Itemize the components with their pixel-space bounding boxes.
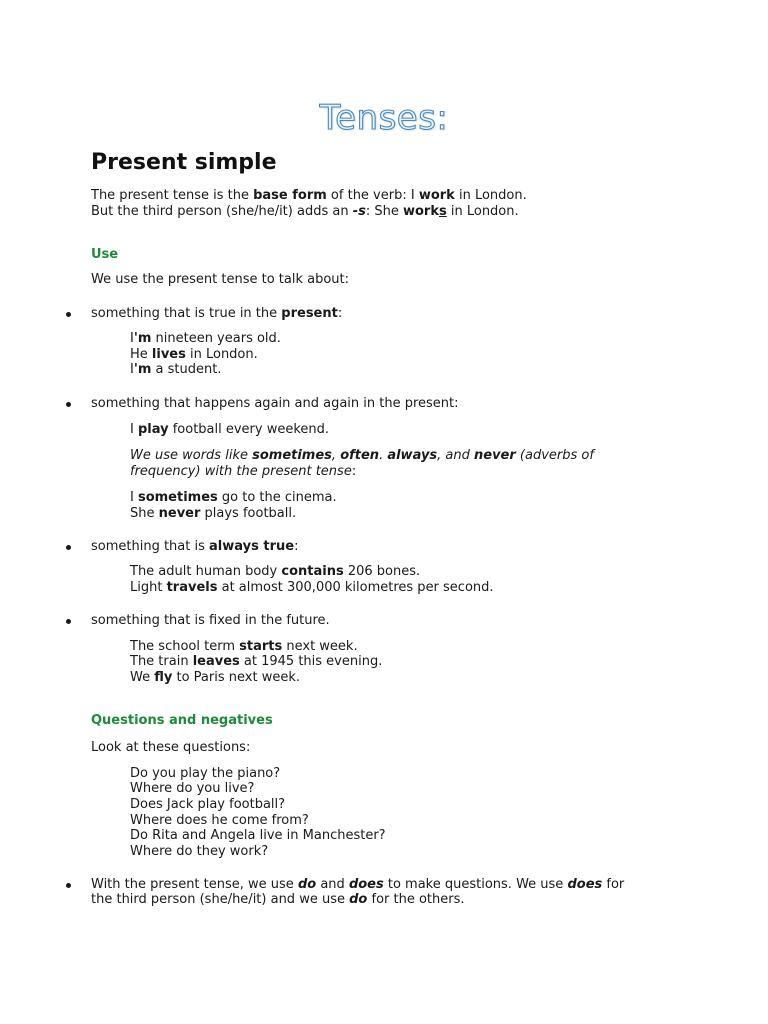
example-line: The school term starts next week. <box>130 639 358 654</box>
example-line: I sometimes go to the cinema. <box>130 490 337 505</box>
example-line: I play football every weekend. <box>130 422 330 437</box>
section-heading: Present simple <box>91 150 277 175</box>
questions-intro: Look at these questions: <box>91 740 251 755</box>
bullet-do-does-line-2: the third person (she/he/it) and we use do for the others. <box>91 892 465 907</box>
bullet-true-in-present: something that is true in the present: <box>91 306 343 321</box>
intro-line-1: The present tense is the base form of the verb: I work in London. <box>91 188 527 203</box>
question-line: Do you play the piano? <box>130 766 281 781</box>
bullet-always-true: something that is always true: <box>91 539 299 554</box>
bullet-dot <box>66 545 71 550</box>
example-line: I'm nineteen years old. <box>130 331 281 346</box>
example-line: The adult human body contains 206 bones. <box>130 564 421 579</box>
adverbs-note-line-2: frequency) with the present tense: <box>130 464 357 479</box>
use-intro: We use the present tense to talk about: <box>91 272 350 287</box>
bullet-dot <box>66 312 71 317</box>
bullet-dot <box>66 402 71 407</box>
bullet-fixed-future: something that is fixed in the future. <box>91 613 330 628</box>
question-line: Where do you live? <box>130 781 255 796</box>
page-title: Tenses: <box>319 98 449 138</box>
question-line: Where does he come from? <box>130 813 309 828</box>
bullet-dot <box>66 619 71 624</box>
bullet-dot <box>66 883 71 888</box>
question-line: Does Jack play football? <box>130 797 286 812</box>
use-heading: Use <box>91 247 119 262</box>
intro-line-2: But the third person (she/he/it) adds an -s: She works in London. <box>91 204 519 219</box>
example-line: The train leaves at 1945 this evening. <box>130 654 383 669</box>
example-line: I'm a student. <box>130 362 222 377</box>
questions-negatives-heading: Questions and negatives <box>91 713 273 728</box>
question-line: Do Rita and Angela live in Manchester? <box>130 828 386 843</box>
adverbs-note-line-1: We use words like sometimes, often. always, and never (adverbs of <box>130 448 594 463</box>
question-line: Where do they work? <box>130 844 269 859</box>
bullet-do-does-line-1: With the present tense, we use do and does to make questions. We use does for <box>91 877 625 892</box>
example-line: We fly to Paris next week. <box>130 670 300 685</box>
bullet-happens-again: something that happens again and again in the present: <box>91 396 459 411</box>
example-line: He lives in London. <box>130 347 258 362</box>
example-line: She never plays football. <box>130 506 297 521</box>
example-line: Light travels at almost 300,000 kilometres per second. <box>130 580 494 595</box>
